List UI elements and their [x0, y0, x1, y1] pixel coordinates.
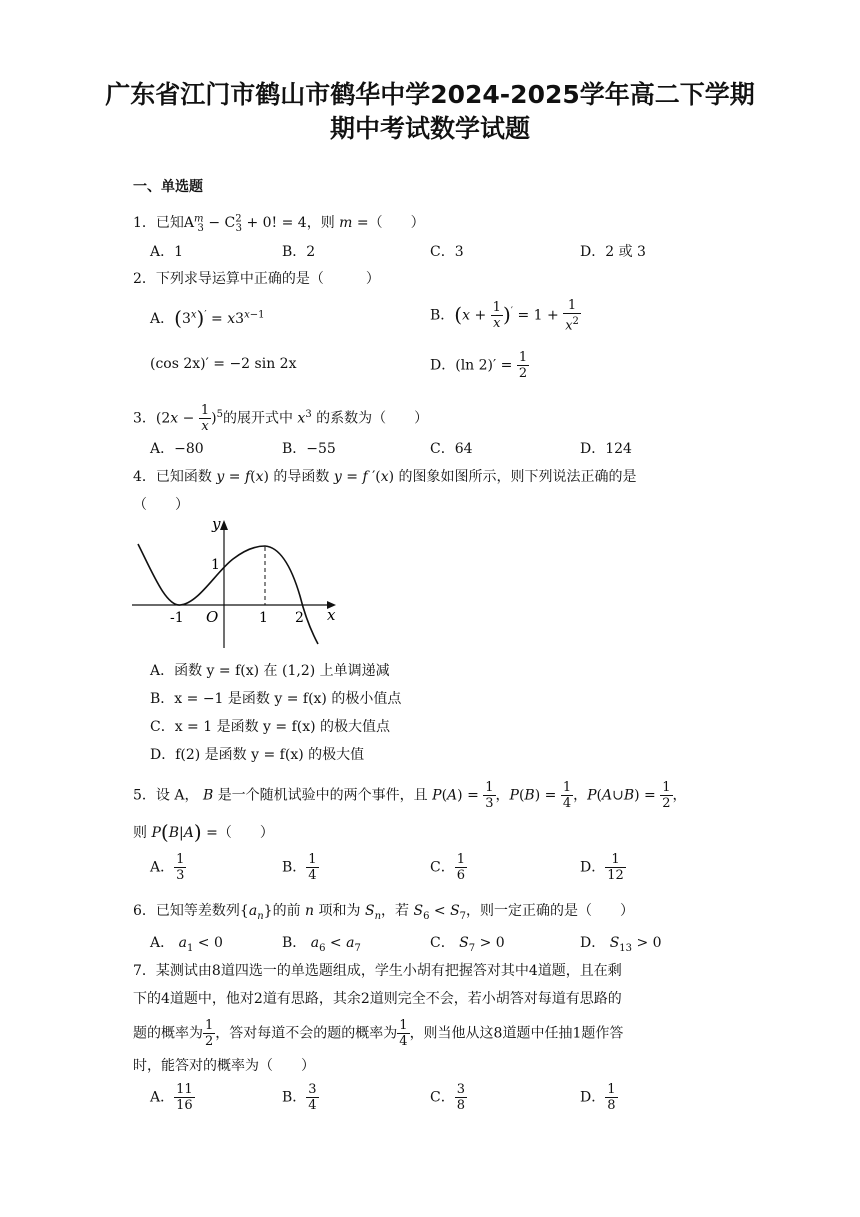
- q4-derivative-graph: [128, 514, 348, 654]
- q6-option-c: C． $S_7 > 0$: [430, 935, 505, 954]
- q5-option-d: D． $\frac{1}{12}$: [580, 852, 624, 883]
- q6-option-b: B． $a_6 < a_7$: [282, 935, 361, 954]
- q4-stem-line2: （ ）: [133, 497, 189, 513]
- x-axis-label: x: [327, 606, 336, 624]
- q5-option-b: B． $\frac{1}{4}$: [282, 852, 317, 883]
- q2-option-d: D．(ln 2)′ = $\frac{1}{2}$: [430, 350, 528, 381]
- q3-option-b: B．−55: [282, 441, 336, 457]
- q4-stem-line1: 4．已知函数 y = f(x) 的导函数 y = f ′(x) 的图象如图所示，则下列说法正确的是: [133, 469, 637, 485]
- q7-option-d: D． $\frac{1}{8}$: [580, 1082, 616, 1113]
- derivative-curve: [138, 544, 318, 644]
- q7-option-b: B． $\frac{3}{4}$: [282, 1082, 317, 1113]
- q7-option-c: C． $\frac{3}{8}$: [430, 1082, 465, 1113]
- q5-stem-line2: 则 P(B|A) =（ ）: [133, 820, 274, 844]
- doc-title-line1: 广东省江门市鹤山市鹤华中学2024-2025学年高二下学期: [105, 80, 755, 109]
- q6-option-d: D． $S_{13} > 0$: [580, 935, 662, 954]
- q3-option-c: C．64: [430, 441, 473, 457]
- tick-label-neg1: -1: [170, 610, 184, 626]
- q2-option-b: B．(x + $\frac{1}{x}$ )′ = 1 + $\frac{1}{x^2}$: [430, 298, 579, 334]
- q1-option-a: A．1: [150, 244, 184, 260]
- q2-option-a: A．$(3^x)' = x3^{x-1}$: [150, 306, 265, 330]
- q1-option-c: C．3: [430, 244, 464, 260]
- q6-option-a: A． $a_1 < 0$: [150, 935, 223, 954]
- y-tick-label-1: 1: [211, 557, 220, 573]
- q3-option-d: D．124: [580, 441, 632, 457]
- q5-option-a: A． $\frac{1}{3}$: [150, 852, 185, 883]
- q7-line4: 时，能答对的概率为（ ）: [133, 1058, 315, 1074]
- q4-option-d: D．f(2) 是函数 y = f(x) 的极大值: [150, 747, 365, 763]
- origin-label: O: [206, 608, 219, 626]
- tick-label-1: 1: [259, 610, 268, 626]
- y-axis-label: y: [212, 515, 221, 533]
- doc-title-line2: 期中考试数学试题: [329, 114, 530, 143]
- q7-line1: 7．某测试由8道四选一的单选题组成，学生小胡有把握答对其中4道题，且在剩: [133, 963, 622, 979]
- q4-option-c: C．x = 1 是函数 y = f(x) 的极大值点: [150, 719, 391, 735]
- q5-option-c: C． $\frac{1}{6}$: [430, 852, 465, 883]
- q4-option-b: B．x = −1 是函数 y = f(x) 的极小值点: [150, 691, 402, 707]
- q7-line3: 题的概率为 $\frac{1}{2}$ ，答对每道不会的题的概率为 $\frac{1}{4}$ ，则当他从这8道题中任抽1题作答: [133, 1018, 624, 1049]
- section-heading: 一、单选题: [133, 179, 203, 195]
- q2-stem: 2．下列求导运算中正确的是（ ）: [133, 271, 380, 287]
- q3-option-a: A．−80: [150, 441, 204, 457]
- q1-option-d: D．2 或 3: [580, 244, 646, 260]
- tick-label-2: 2: [295, 610, 304, 626]
- q3-stem: 3．(2x − $\frac{1}{x}$ )$^5$的展开式中 $x^3$ 的系数为（ ）: [133, 403, 429, 434]
- q4-option-a: A．函数 y = f(x) 在 (1,2) 上单调递减: [150, 663, 390, 679]
- q1-stem: 1．已知$A^m_3 - C^2_3 + 0$! = 4，则 m =（ ）: [133, 213, 425, 234]
- q1-option-b: B．2: [282, 244, 316, 260]
- q6-stem: 6．已知等差数列$\{a_n\}$的前 n 项和为 $S_n$，若 $S_6 < S_7$，则一定正确的是（ ）: [133, 903, 635, 922]
- q5-stem-line1: 5．设 A， B 是一个随机试验中的两个事件，且 P(A) = $\frac{1}{3}$ ，P(B) = $\frac{1}{4}$ ，P(A∪B) = $\frac{1}{2}$ ，: [133, 780, 687, 811]
- y-axis-arrow: [220, 520, 228, 530]
- q7-line2: 下的4道题中，他对2道有思路，其余2道则完全不会，若小胡答对每道有思路的: [133, 991, 622, 1007]
- q7-option-a: A． $\frac{11}{16}$: [150, 1082, 193, 1113]
- q2-option-c: (cos 2x)′ = −2 sin 2x: [150, 356, 297, 372]
